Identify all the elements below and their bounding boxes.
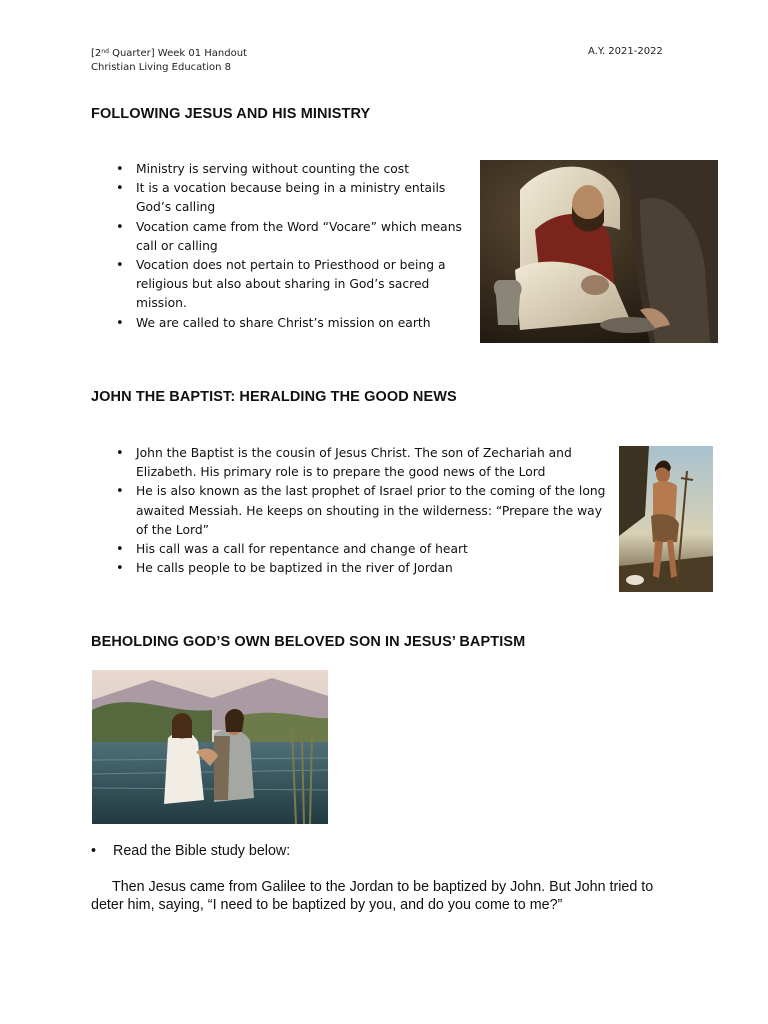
handout-week-line [91,45,247,61]
section-title-ministry: FOLLOWING JESUS AND HIS MINISTRY [91,106,371,122]
list-item: • It is a vocation because being in a ministry entails God’s calling [114,179,469,217]
bible-study-paragraph: Then Jesus came from Galilee to the Jordan to be baptized by John. But John tried to deter him, saying, “I need to be baptized by you, and do you come to me?” [91,879,654,913]
list-item: • John the Baptist is the cousin of Jesus Christ. The son of Zechariah and Elizabeth. His primary role is to prepare the good news of the Lord [114,444,609,482]
washing-feet-illustration [480,160,718,343]
john-baptist-illustration [619,446,713,592]
section-title-baptism: BEHOLDING GOD’S OWN BELOVED SON IN JESUS’ BAPTISM [91,634,526,650]
list-item: • He is also known as the last prophet of Israel prior to the coming of the long awaited Messiah. He keeps on shouting in the wilderness: “Prepare the way of the Lord” [114,482,609,540]
list-item: • Ministry is serving without counting the cost [114,160,469,179]
read-bible-study-item [91,842,290,860]
bullet-dot: • [91,843,97,859]
subject-line: Christian Living Education 8 [91,62,231,73]
list-item: • Vocation came from the Word “Vocare” which means call or calling [114,218,469,256]
baptism-painting [92,670,328,824]
week-suffix: Quarter] Week 01 Handout [108,48,247,59]
list-item: • We are called to share Christ’s mission on earth [114,314,469,333]
list-item: • His call was a call for repentance and change of heart [114,540,609,559]
handout-header [91,45,247,75]
john-baptist-bullet-list [114,444,609,578]
read-bible-study-text: Read the Bible study below: [113,843,291,859]
ministry-bullet-list [114,160,469,333]
list-item: • He calls people to be baptized in the river of Jordan [114,559,609,578]
ordinal-suffix: nd [101,48,109,55]
baptism-illustration [92,670,328,824]
list-item: • Vocation does not pertain to Priesthood or being a religious but also about sharing in God’s sacred mission. [114,256,469,314]
week-prefix: [2 [91,48,102,59]
academic-year: A.Y. 2021-2022 [588,46,663,57]
washing-feet-painting [480,160,718,343]
john-baptist-painting [619,446,713,592]
section-title-john-baptist: JOHN THE BAPTIST: HERALDING THE GOOD NEWS [91,389,457,405]
